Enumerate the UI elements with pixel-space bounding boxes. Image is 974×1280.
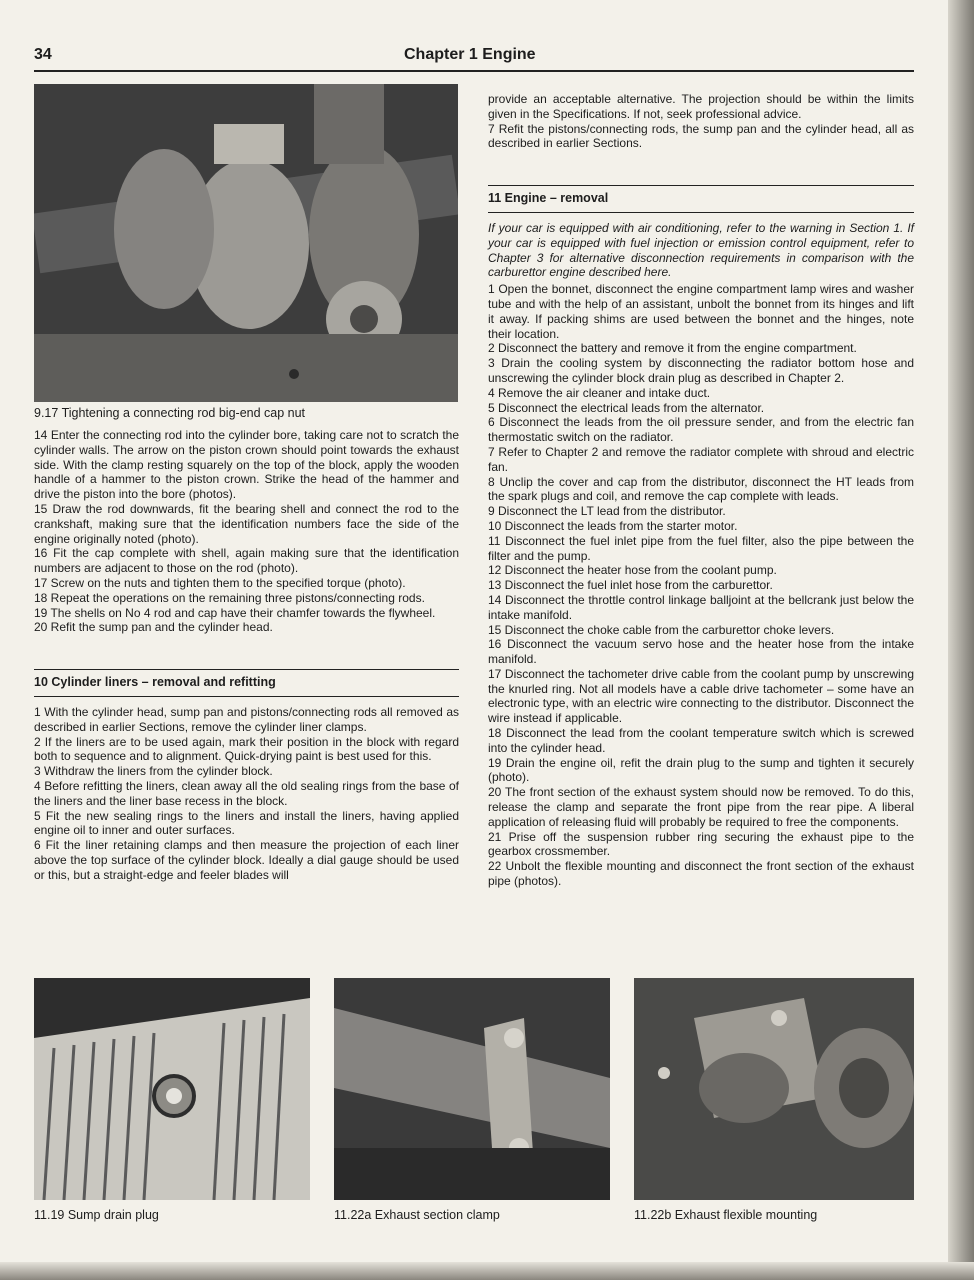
paragraph: 4 Remove the air cleaner and intake duct. [488, 385, 711, 400]
paragraph: 3 Drain the cooling system by disconnecting the radiator bottom hose and unscrewing the cylinder block drain plug as described in Chapter 2. [488, 356, 914, 385]
paragraph: 15 Disconnect the choke cable from the carburettor choke levers. [488, 622, 835, 637]
page-binding-shadow [948, 0, 974, 1280]
page-number: 34 [34, 46, 52, 63]
paragraph: 12 Disconnect the heater hose from the coolant pump. [488, 563, 777, 578]
paragraph: 20 Refit the sump pan and the cylinder head. [34, 620, 273, 635]
paragraph: 1 Open the bonnet, disconnect the engine compartment lamp wires and washer tube and with the help of an assistant, unbolt the bonnet from its hinges and lift it away. If packing shims are used between the bonnet and the hinges, note their location. [488, 282, 914, 341]
paragraph: 13 Disconnect the fuel inlet hose from the carburettor. [488, 578, 773, 593]
paragraph: 6 Disconnect the leads from the oil pressure sender, and from the electric fan thermostatic switch on the radiator. [488, 415, 914, 445]
paragraph: 8 Unclip the cover and cap from the distributor, disconnect the HT leads from the spark plugs and coil, and remove the cap complete with leads. [488, 474, 914, 504]
chapter-title: Chapter 1 Engine [404, 46, 536, 63]
photo-exhaust-mounting [634, 978, 914, 1200]
page-bottom-edge [0, 1262, 974, 1280]
caption-exhaust-clamp: 11.22a Exhaust section clamp [334, 1208, 500, 1222]
paragraph: 16 Fit the cap complete with shell, again making sure that the identification numbers are adjacent to those on the rod (photo). [34, 546, 459, 576]
paragraph: 14 Enter the connecting rod into the cylinder bore, taking care not to scratch the cylinder walls. The arrow on the piston crown should point towards the exhaust side. With the clamp resting squarely on the top of the block, apply the wooden handle of a hammer to the piston crown. Strike the head of the hammer and drive the piston into the bore (photos). [34, 428, 459, 502]
photo-exhaust-clamp [334, 978, 610, 1200]
paragraph: 1 With the cylinder head, sump pan and pistons/connecting rods all removed as described in earlier Sections, remove the cylinder liner clamps. [34, 704, 459, 734]
paragraph: 17 Screw on the nuts and tighten them to the specified torque (photo). [34, 575, 406, 590]
sump-photo-image [34, 978, 310, 1200]
right-column [488, 92, 914, 889]
exhaust-clamp-photo-image [334, 978, 610, 1200]
paragraph: 7 Refer to Chapter 2 and remove the radiator complete with shroud and electric fan. [488, 444, 914, 474]
paragraph: 3 Withdraw the liners from the cylinder block. [34, 764, 273, 779]
left-column [34, 428, 459, 883]
paragraph: 7 Refit the pistons/connecting rods, the sump pan and the cylinder head, all as described in earlier Sections. [488, 121, 914, 151]
photo-sump-drain-plug [34, 978, 310, 1200]
photo-connecting-rod [34, 84, 458, 402]
paragraph: 21 Prise off the suspension rubber ring securing the exhaust pipe to the gearbox crossmember. [488, 829, 914, 859]
paragraph: 5 Fit the new sealing rings to the liners and install the liners, having applied engine oil to inner and outer surfaces. [34, 808, 459, 838]
section-heading: 11 Engine – removal [488, 185, 914, 213]
paragraph: 6 Fit the liner retaining clamps and then measure the projection of each liner above the top surface of the cylinder block. Ideally a dial gauge should be used or this, but a straight-edge and feeler blades will [34, 838, 459, 882]
paragraph: 18 Repeat the operations on the remaining three pistons/connecting rods. [34, 590, 425, 605]
paragraph: 14 Disconnect the throttle control linkage balljoint at the bellcrank just below the intake manifold. [488, 592, 914, 622]
paragraph: 5 Disconnect the electrical leads from the alternator. [488, 400, 765, 415]
paragraph: 2 Disconnect the battery and remove it from the engine compartment. [488, 341, 857, 356]
paragraph: 20 The front section of the exhaust system should now be removed. To do this, release the clamp and separate the front pipe from the rear pipe. A liberal application of releasing fluid will probably be required to free the components. [488, 785, 914, 829]
caption-connecting-rod: 9.17 Tightening a connecting rod big-end cap nut [34, 406, 306, 420]
paragraph: 9 Disconnect the LT lead from the distributor. [488, 504, 726, 519]
paragraph: provide an acceptable alternative. The projection should be within the limits given in the Specifications. If not, seek professional advice. [488, 92, 914, 121]
caption-exhaust-mounting: 11.22b Exhaust flexible mounting [634, 1208, 818, 1222]
paragraph: 16 Disconnect the vacuum servo hose and the heater hose from the intake manifold. [488, 637, 914, 667]
exhaust-mounting-photo-image [634, 978, 914, 1200]
paragraph: 4 Before refitting the liners, clean away all the old sealing rings from the base of the liners and the liner base recess in the block. [34, 778, 459, 808]
section-heading: 10 Cylinder liners – removal and refitting [34, 669, 459, 697]
connecting-rod-photo-image [34, 84, 458, 402]
paragraph: 15 Draw the rod downwards, fit the bearing shell and connect the rod to the crankshaft, making sure that the identification numbers face the side of the engine originally noted (photo). [34, 501, 459, 546]
paragraph: 18 Disconnect the lead from the coolant temperature switch which is screwed into the cylinder head. [488, 726, 914, 755]
caption-sump-drain-plug: 11.19 Sump drain plug [34, 1208, 159, 1222]
paragraph: 11 Disconnect the fuel inlet pipe from the fuel filter, also the pipe between the filter and the pump. [488, 533, 914, 563]
paragraph: 10 Disconnect the leads from the starter motor. [488, 518, 738, 533]
paragraph: 19 The shells on No 4 rod and cap have their chamfer towards the flywheel. [34, 605, 436, 620]
section-intro-note: If your car is equipped with air conditioning, refer to the warning in Section 1. If your car is equipped with fuel injection or emission control equipment, refer to Chapter 3 for alternative disconnection requirements in comparison with the carburettor engine described here. [488, 220, 914, 280]
paragraph: 17 Disconnect the tachometer drive cable from the coolant pump by unscrewing the knurled ring. Not all models have a cable drive tachometer – some have an electronic type, with an electric wire connecting to the distributor. Disconnect the wire instead if applicable. [488, 666, 914, 726]
paragraph: 19 Drain the engine oil, refit the drain plug to the sump and tighten it securely (photo). [488, 755, 914, 785]
paragraph: 22 Unbolt the flexible mounting and disconnect the front section of the exhaust pipe (photos). [488, 859, 914, 889]
page-header [34, 44, 914, 72]
paragraph: 2 If the liners are to be used again, mark their position in the block with regard both to sequence and to alignment. Quick-drying paint is best used for this. [34, 734, 459, 764]
